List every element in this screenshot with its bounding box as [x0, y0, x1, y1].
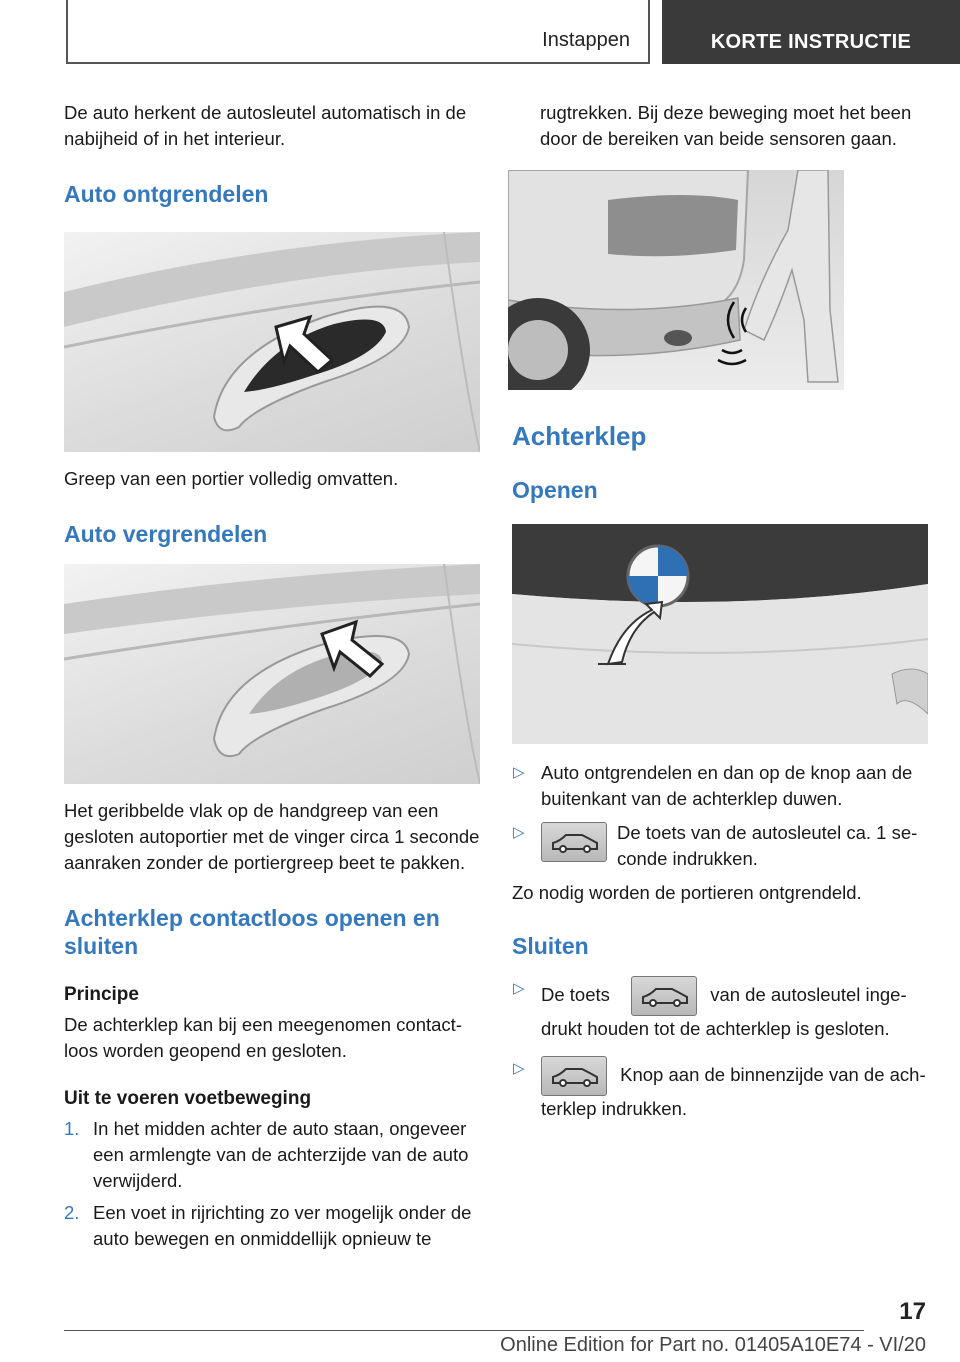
car-trunk-icon	[631, 976, 697, 1016]
heading-lock: Auto vergrendelen	[64, 521, 268, 547]
intro-paragraph: De auto herkent de autosleutel automatisch in de nabijheid of in het interieur.	[64, 102, 467, 149]
close-steps-list	[512, 976, 932, 1122]
list-item	[512, 760, 932, 812]
triangle-bullet-icon: ▷	[513, 764, 525, 781]
right-column	[512, 100, 932, 1130]
close-step-text-a: De toets	[541, 983, 610, 1005]
triangle-bullet-icon: ▷	[513, 980, 525, 997]
page-number: 17	[899, 1298, 926, 1325]
footer-edition: Online Edition for Part no. 01405A10E74 - VI/20	[500, 1334, 926, 1356]
list-item	[512, 976, 932, 1042]
list-item	[512, 1056, 932, 1122]
open-step-text: Auto ontgrendelen en dan op de knop aan de buitenkant van de achterklep duwen.	[541, 762, 913, 809]
list-item	[64, 1200, 482, 1252]
list-item	[512, 820, 932, 872]
open-steps-list	[512, 760, 932, 872]
heading-tailgate: Achterklep	[512, 421, 647, 451]
door-handle-lock-image	[64, 564, 480, 784]
header-section-box	[66, 0, 650, 64]
step-number: 2.	[64, 1202, 80, 1223]
heading-open: Openen	[512, 477, 598, 503]
door-handle-unlock-image	[64, 232, 480, 452]
close-step-text: Knop aan de binnenzijde van de achterklep indrukken.	[541, 1063, 926, 1119]
header-section-title: Instappen	[542, 29, 630, 51]
lock-caption: Het geribbelde vlak op de handgreep van een gesloten autoportier met de vinger circa 1 seconde aanraken zonder de portiergreep beet te pakken.	[64, 800, 480, 873]
car-trunk-icon	[541, 1056, 607, 1096]
close-step-text-b: van de autosleutel ingedrukt houden tot de achterklep is gesloten.	[541, 983, 907, 1039]
foot-gesture-image	[508, 170, 844, 390]
principle-paragraph: De achterklep kan bij een meegenomen contactloos worden geopend en gesloten.	[64, 1014, 462, 1061]
heading-unlock: Auto ontgrendelen	[64, 181, 269, 207]
step-text: Een voet in rijrichting zo ver mogelijk onder de auto bewegen en onmiddellijk opnieuw te	[93, 1202, 472, 1249]
foot-steps-list	[64, 1116, 482, 1252]
heading-close: Sluiten	[512, 933, 589, 959]
heading-foot-movement: Uit te voeren voetbeweging	[64, 1088, 312, 1109]
tailgate-button-image	[512, 524, 928, 744]
open-note: Zo nodig worden de portieren ontgrendeld.	[512, 882, 862, 903]
left-column	[64, 100, 482, 1258]
triangle-bullet-icon: ▷	[513, 1060, 525, 1077]
continued-paragraph: rugtrekken. Bij deze beweging moet het been door de bereiken van beide sensoren gaan.	[540, 102, 912, 149]
triangle-bullet-icon: ▷	[513, 824, 525, 841]
unlock-caption: Greep van een portier volledig omvatten.	[64, 468, 399, 489]
open-step-text: De toets van de autosleutel ca. 1 seconde indrukken.	[617, 822, 918, 869]
header-chapter-tab: KORTE INSTRUCTIE	[662, 0, 960, 64]
step-text: In het midden achter de auto staan, ongeveer een armlengte van de achterzijde van de auto verwijderd.	[93, 1118, 469, 1191]
heading-contactless: Achterklep contactloos openen en sluiten	[64, 905, 440, 959]
heading-principle: Principe	[64, 984, 139, 1005]
car-trunk-icon	[541, 822, 607, 862]
list-item	[64, 1116, 482, 1194]
footer-divider	[64, 1330, 864, 1331]
step-number: 1.	[64, 1118, 80, 1139]
